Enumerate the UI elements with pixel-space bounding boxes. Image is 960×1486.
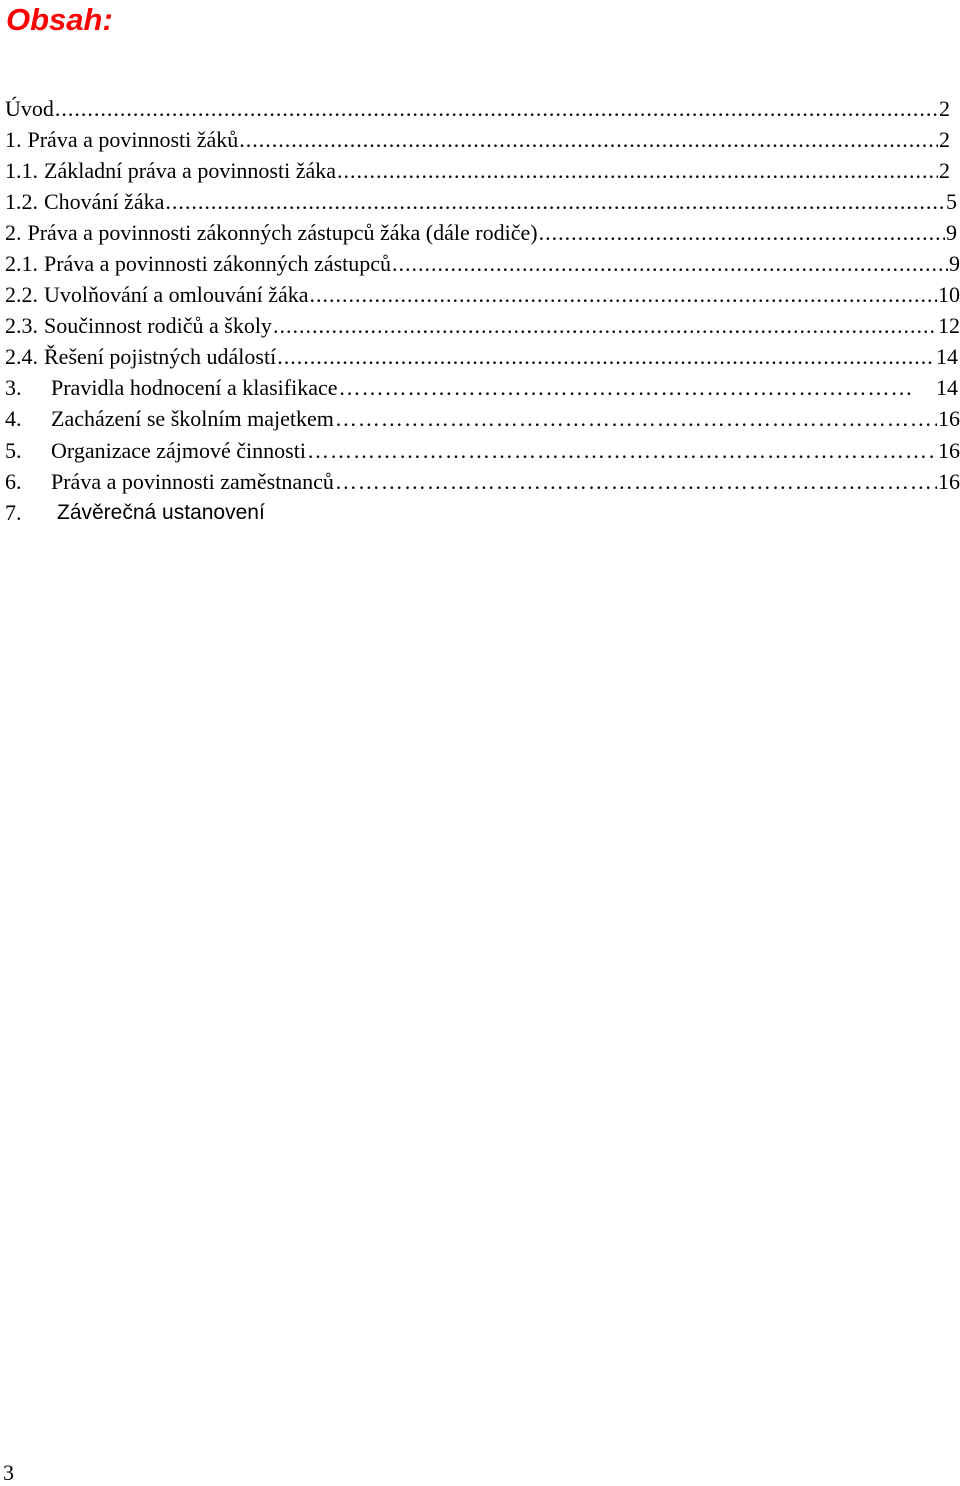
toc-entry-number: 2. [5,219,22,245]
toc-entry-label: Pravidla hodnocení a klasifikace [51,375,338,401]
toc-entry-2-3 [5,311,960,342]
toc-entry-1-1 [5,155,960,186]
toc-dot-leader [273,313,937,339]
toc-entry-7 [5,497,960,528]
toc-entry-2-1 [5,248,960,279]
toc-entry-label: Práva a povinnosti zákonných zástupců [44,251,392,277]
toc-entry-page: 9 [946,219,957,245]
toc-entry-number: 2.3. [5,313,38,339]
toc-entry-uvod [5,93,960,124]
toc-entry-2-2 [5,280,960,311]
toc-entry-label: Práva a povinnosti zaměstnanců [51,468,334,494]
toc-entry-label: Zacházení se školním majetkem [51,406,334,432]
toc-entry-page: 14 [936,344,958,370]
toc-entry-label: Závěrečná ustanovení [57,500,265,524]
toc-dot-leader [307,438,937,464]
toc-entry-page: 16 [938,406,960,432]
toc-entry-page: 2 [939,95,950,121]
toc-entry-page: 2 [939,126,950,152]
toc-dot-leader [55,96,938,122]
table-of-contents [5,93,960,528]
toc-entry-page: 16 [938,468,960,494]
toc-entry-label: Součinnost rodičů a školy [44,313,272,339]
toc-entry-label: Chování žáka [44,188,165,214]
toc-entry-number: 2.2. [5,282,38,308]
toc-entry-page: 14 [936,375,958,401]
toc-entry-number: 6. [5,468,22,494]
toc-entry-page: 12 [938,313,960,339]
toc-entry-page: 5 [946,188,957,214]
toc-entry-1 [5,124,960,155]
toc-dot-leader [277,344,935,370]
toc-entry-2 [5,217,960,248]
toc-entry-label: Úvod [5,95,54,121]
toc-entry-number: 1. [5,126,22,152]
toc-entry-page: 16 [938,437,960,463]
toc-entry-number: 5. [5,437,22,463]
toc-entry-label: Práva a povinnosti žáků [27,126,239,152]
page-number: 3 [3,1460,14,1485]
page-title: Obsah: [6,2,113,37]
toc-dot-leader [539,220,945,246]
toc-entry-number: 1.1. [5,157,38,183]
toc-dot-leader [339,375,914,401]
toc-entry-page: 10 [938,282,960,308]
toc-dot-leader [239,127,938,153]
toc-entry-2-4 [5,342,960,373]
toc-dot-leader [337,158,938,184]
toc-entry-label: Organizace zájmové činnosti [51,437,306,463]
toc-dot-leader [392,251,948,277]
toc-dot-leader [310,282,937,308]
toc-entry-number: 2.1. [5,251,38,277]
toc-entry-label: Základní práva a povinnosti žáka [44,157,337,183]
toc-dot-leader [335,469,937,495]
toc-entry-3 [5,373,960,404]
toc-entry-number: 4. [5,406,22,432]
toc-entry-number: 1.2. [5,188,38,214]
toc-entry-6 [5,466,960,497]
toc-entry-number: 7. [5,499,22,525]
toc-entry-label: Řešení pojistných událostí [44,344,277,370]
toc-dot-leader [165,189,945,215]
toc-entry-label: Uvolňování a omlouvání žáka [44,282,309,308]
toc-dot-leader [335,406,937,432]
toc-entry-1-2 [5,186,960,217]
toc-entry-label: Práva a povinnosti zákonných zástupců žáka (dále rodiče) [27,219,538,245]
toc-entry-page: 9 [949,251,960,277]
toc-entry-5 [5,435,960,466]
toc-entry-page: 2 [939,157,950,183]
toc-entry-4 [5,404,960,435]
toc-entry-number: 2.4. [5,344,38,370]
toc-entry-number: 3. [5,375,22,401]
